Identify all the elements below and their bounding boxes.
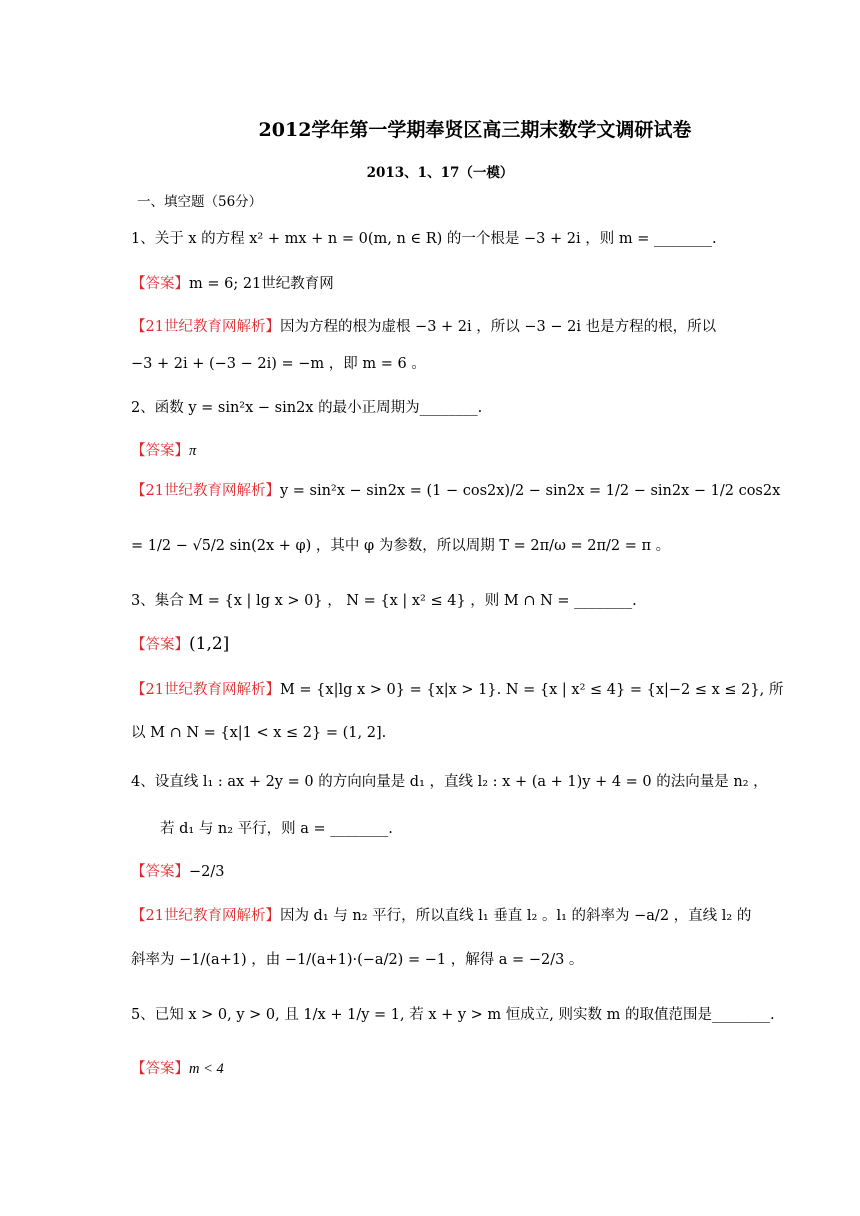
q1-answer-text: m = 6; 21世纪教育网 [189, 276, 334, 292]
q2-analysis-line-2: = 1/2 − √5/2 sin(2x + φ) ，其中 φ 为参数，所以周期 T = 2π/ω = 2π/2 = π 。 [131, 538, 671, 554]
page-title: 2012学年第一学期奉贤区高三期末数学文调研试卷 [258, 119, 692, 141]
analysis-tag: 【21世纪教育网解析】 [131, 908, 280, 924]
answer-tag: 【答案】 [131, 1061, 189, 1077]
answer-tag: 【答案】 [131, 276, 189, 292]
q5-answer-text: m < 4 [189, 1061, 224, 1077]
q4-question-line-2: 若 d₁ 与 n₂ 平行，则 a = ________. [160, 821, 393, 837]
q2-analysis-text-1: y = sin²x − sin2x = (1 − cos2x)/2 − sin2x = 1/2 − sin2x − 1/2 cos2x [279, 483, 781, 499]
q4-analysis-text-1: 因为 d₁ 与 n₂ 平行，所以直线 l₁ 垂直 l₂ 。l₁ 的斜率为 −a/2 ，直线 l₂ 的 [279, 908, 752, 924]
q4-analysis-line-1 [131, 906, 751, 926]
q4-analysis-line-2: 斜率为 −1/(a+1) ，由 −1/(a+1)·(−a/2) = −1 ，解得 a = −2/3 。 [131, 952, 584, 968]
q2-answer-text: π [189, 443, 197, 459]
q3-analysis-line-1 [131, 680, 783, 700]
page-subtitle: 2013、1、17（一模） [366, 165, 514, 181]
answer-tag: 【答案】 [131, 864, 189, 880]
analysis-tag: 【21世纪教育网解析】 [131, 682, 280, 698]
answer-tag: 【答案】 [131, 443, 189, 459]
q2-answer [131, 441, 196, 461]
q1-analysis-text-1: 因为方程的根为虚根 −3 + 2i ，所以 −3 − 2i 也是方程的根，所以 [279, 319, 717, 335]
q1-analysis-line-2: −3 + 2i + (−3 − 2i) = −m ，即 m = 6 。 [131, 356, 426, 372]
answer-tag: 【答案】 [131, 637, 189, 653]
q1-answer [131, 274, 334, 294]
q4-question-line-1: 4、设直线 l₁ : ax + 2y = 0 的方向向量是 d₁ ，直线 l₂ : x + (a + 1)y + 4 = 0 的法向量是 n₂ ， [131, 774, 768, 790]
q2-question: 2、函数 y = sin²x − sin2x 的最小正周期为________. [131, 400, 483, 416]
q4-answer [131, 862, 225, 882]
q1-analysis-line-1 [131, 317, 716, 337]
q3-answer [131, 634, 229, 655]
q3-question: 3、集合 M = {x | lg x > 0} ， N = {x | x² ≤ 4} ，则 M ∩ N = ________. [131, 593, 637, 609]
q3-analysis-text-1: M = {x|lg x > 0} = {x|x > 1}. N = {x | x² ≤ 4} = {x|−2 ≤ x ≤ 2}, 所 [279, 682, 784, 698]
q3-answer-text: (1,2] [189, 634, 230, 654]
q1-question: 1、关于 x 的方程 x² + mx + n = 0(m, n ∈ R) 的一个根是 −3 + 2i ，则 m = ________. [131, 231, 717, 247]
section-heading: 一、填空题（56分） [137, 194, 263, 210]
q5-question: 5、已知 x > 0, y > 0, 且 1/x + 1/y = 1, 若 x + y > m 恒成立, 则实数 m 的取值范围是________. [131, 1007, 775, 1023]
q2-analysis-line-1 [131, 481, 780, 501]
analysis-tag: 【21世纪教育网解析】 [131, 319, 280, 335]
q3-analysis-line-2: 以 M ∩ N = {x|1 < x ≤ 2} = (1, 2]. [131, 725, 387, 741]
q4-answer-text: −2/3 [189, 864, 225, 880]
q5-answer [131, 1059, 224, 1079]
analysis-tag: 【21世纪教育网解析】 [131, 483, 280, 499]
